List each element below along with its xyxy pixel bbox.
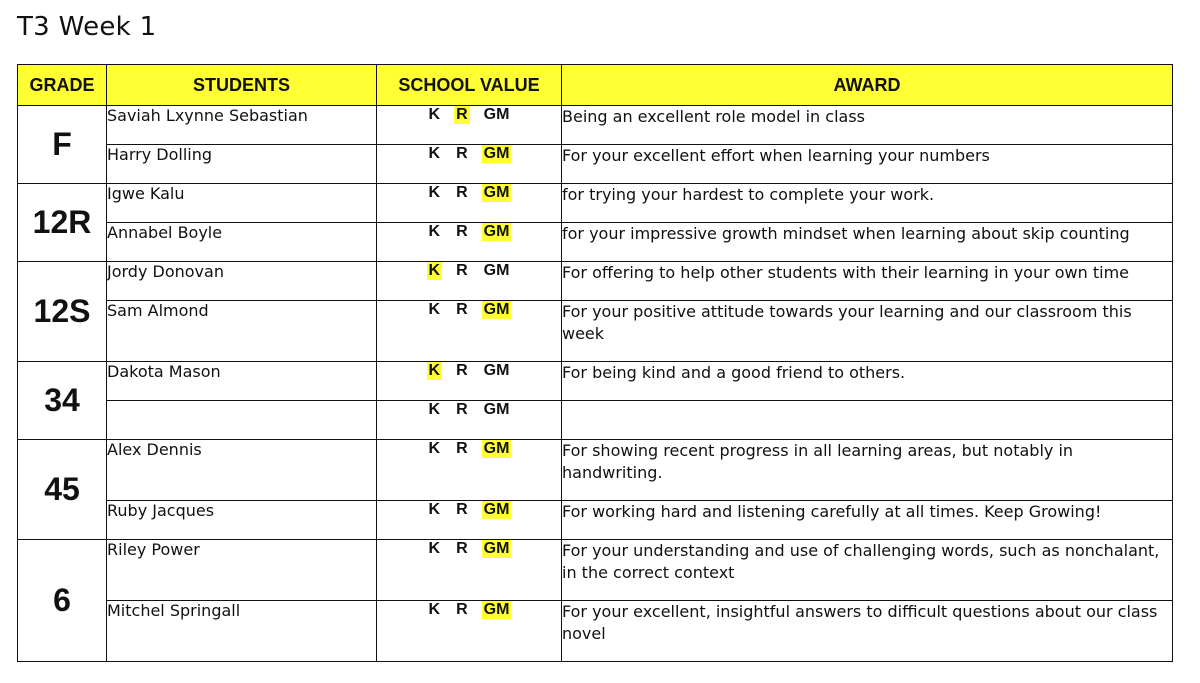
school-value-cell bbox=[377, 540, 562, 601]
award-text: for your impressive growth mindset when learning about skip counting bbox=[562, 223, 1173, 262]
header-grade: GRADE bbox=[18, 65, 107, 106]
value-r: R bbox=[456, 362, 468, 379]
value-k: K bbox=[428, 601, 441, 618]
value-gm: GM bbox=[483, 362, 510, 379]
student-name: Ruby Jacques bbox=[107, 501, 377, 540]
school-value-cell bbox=[377, 501, 562, 540]
school-value-cell bbox=[377, 262, 562, 301]
student-name: Annabel Boyle bbox=[107, 223, 377, 262]
award-text: For offering to help other students with their learning in your own time bbox=[562, 262, 1173, 301]
value-gm: GM bbox=[483, 223, 510, 240]
student-name: Alex Dennis bbox=[107, 440, 377, 501]
value-r: R bbox=[456, 184, 468, 201]
table-row bbox=[18, 106, 1173, 145]
value-gm: GM bbox=[483, 184, 510, 201]
value-k: K bbox=[428, 440, 441, 457]
table-row bbox=[18, 501, 1173, 540]
table-row bbox=[18, 145, 1173, 184]
table-row bbox=[18, 401, 1173, 440]
value-gm: GM bbox=[483, 262, 510, 279]
student-name: Saviah Lxynne Sebastian bbox=[107, 106, 377, 145]
table-body bbox=[18, 106, 1173, 662]
awards-table bbox=[17, 64, 1173, 662]
value-gm: GM bbox=[483, 501, 510, 518]
award-text: For your understanding and use of challenging words, such as nonchalant, in the correct context bbox=[562, 540, 1173, 601]
grade-cell: 6 bbox=[18, 540, 107, 662]
student-name: Igwe Kalu bbox=[107, 184, 377, 223]
award-text: For your excellent, insightful answers to difficult questions about our class novel bbox=[562, 601, 1173, 662]
table-row bbox=[18, 362, 1173, 401]
award-text: Being an excellent role model in class bbox=[562, 106, 1173, 145]
table-row bbox=[18, 223, 1173, 262]
header-row bbox=[18, 65, 1173, 106]
value-gm: GM bbox=[483, 301, 510, 318]
school-value-cell bbox=[377, 401, 562, 440]
value-k: K bbox=[428, 301, 441, 318]
award-text: for trying your hardest to complete your work. bbox=[562, 184, 1173, 223]
student-name: Mitchel Springall bbox=[107, 601, 377, 662]
value-gm: GM bbox=[483, 440, 510, 457]
header-award: AWARD bbox=[562, 65, 1173, 106]
table-row bbox=[18, 262, 1173, 301]
value-gm: GM bbox=[483, 145, 510, 162]
award-text: For being kind and a good friend to others. bbox=[562, 362, 1173, 401]
award-text bbox=[562, 401, 1173, 440]
header-students: STUDENTS bbox=[107, 65, 377, 106]
value-k: K bbox=[428, 262, 441, 279]
value-k: K bbox=[428, 145, 441, 162]
value-k: K bbox=[428, 184, 441, 201]
grade-cell: 12R bbox=[18, 184, 107, 262]
value-r: R bbox=[456, 501, 468, 518]
school-value-cell bbox=[377, 106, 562, 145]
value-r: R bbox=[456, 145, 468, 162]
student-name bbox=[107, 401, 377, 440]
student-name: Dakota Mason bbox=[107, 362, 377, 401]
school-value-cell bbox=[377, 145, 562, 184]
value-r: R bbox=[456, 262, 468, 279]
award-text: For working hard and listening carefully at all times. Keep Growing! bbox=[562, 501, 1173, 540]
value-r: R bbox=[456, 440, 468, 457]
value-gm: GM bbox=[483, 601, 510, 618]
school-value-cell bbox=[377, 601, 562, 662]
school-value-cell bbox=[377, 223, 562, 262]
grade-cell: 34 bbox=[18, 362, 107, 440]
award-text: For your excellent effort when learning your numbers bbox=[562, 145, 1173, 184]
value-k: K bbox=[428, 501, 441, 518]
value-r: R bbox=[456, 301, 468, 318]
grade-cell: 45 bbox=[18, 440, 107, 540]
student-name: Jordy Donovan bbox=[107, 262, 377, 301]
value-k: K bbox=[428, 106, 441, 123]
value-k: K bbox=[428, 362, 441, 379]
value-r: R bbox=[456, 601, 468, 618]
grade-cell: F bbox=[18, 106, 107, 184]
value-k: K bbox=[428, 401, 441, 418]
value-k: K bbox=[428, 223, 441, 240]
value-gm: GM bbox=[483, 106, 510, 123]
value-r: R bbox=[456, 540, 468, 557]
student-name: Sam Almond bbox=[107, 301, 377, 362]
award-text: For your positive attitude towards your learning and our classroom this week bbox=[562, 301, 1173, 362]
award-text: For showing recent progress in all learning areas, but notably in handwriting. bbox=[562, 440, 1173, 501]
school-value-cell bbox=[377, 440, 562, 501]
school-value-cell bbox=[377, 362, 562, 401]
value-r: R bbox=[456, 223, 468, 240]
value-k: K bbox=[428, 540, 441, 557]
value-gm: GM bbox=[483, 401, 510, 418]
student-name: Riley Power bbox=[107, 540, 377, 601]
student-name: Harry Dolling bbox=[107, 145, 377, 184]
table-row bbox=[18, 540, 1173, 601]
header-school-value: SCHOOL VALUE bbox=[377, 65, 562, 106]
grade-cell: 12S bbox=[18, 262, 107, 362]
table-row bbox=[18, 601, 1173, 662]
value-gm: GM bbox=[483, 540, 510, 557]
school-value-cell bbox=[377, 301, 562, 362]
page-title: T3 Week 1 bbox=[17, 12, 157, 42]
table-row bbox=[18, 301, 1173, 362]
school-value-cell bbox=[377, 184, 562, 223]
table-row bbox=[18, 440, 1173, 501]
value-r: R bbox=[456, 401, 468, 418]
value-r: R bbox=[456, 106, 468, 123]
table-row bbox=[18, 184, 1173, 223]
